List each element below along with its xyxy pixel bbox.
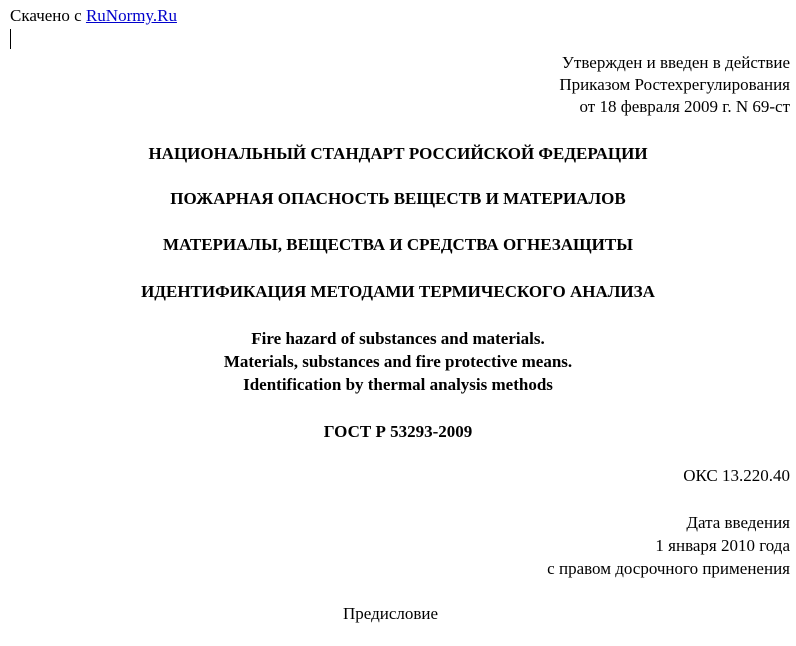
foreword-heading: Предисловие xyxy=(343,604,439,623)
title-heading-1: ПОЖАРНАЯ ОПАСНОСТЬ ВЕЩЕСТВ И МАТЕРИАЛОВ xyxy=(170,189,626,208)
approval-line: Утвержден и введен в действие xyxy=(561,53,790,72)
standard-heading: НАЦИОНАЛЬНЫЙ СТАНДАРТ РОССИЙСКОЙ ФЕДЕРАЦИИ xyxy=(148,144,648,163)
approval-line: от 18 февраля 2009 г. N 69-ст xyxy=(579,97,790,116)
english-title-line: Fire hazard of substances and materials. xyxy=(251,329,545,348)
english-title xyxy=(0,327,796,396)
source-prefix: Скачено с xyxy=(10,6,86,25)
approval-block xyxy=(559,52,790,118)
title-heading-3: ИДЕНТИФИКАЦИЯ МЕТОДАМИ ТЕРМИЧЕСКОГО АНАЛИЗА xyxy=(141,282,655,301)
approval-line: Приказом Ростехрегулирования xyxy=(559,75,790,94)
source-link[interactable]: RuNormy.Ru xyxy=(85,6,177,25)
introduction-line: Дата введения xyxy=(686,513,790,532)
english-title-line: Identification by thermal analysis methods xyxy=(243,375,553,394)
text-cursor xyxy=(10,29,11,49)
introduction-date-block xyxy=(547,511,790,580)
introduction-line: 1 января 2010 года xyxy=(655,536,790,555)
title-heading-2: МАТЕРИАЛЫ, ВЕЩЕСТВА И СРЕДСТВА ОГНЕЗАЩИТЫ xyxy=(163,235,633,254)
english-title-line: Materials, substances and fire protective means. xyxy=(223,352,573,371)
oks-code: ОКС 13.220.40 xyxy=(683,466,790,485)
introduction-line: с правом досрочного применения xyxy=(547,559,790,578)
gost-number: ГОСТ Р 53293-2009 xyxy=(323,422,473,441)
source-line xyxy=(10,6,177,26)
